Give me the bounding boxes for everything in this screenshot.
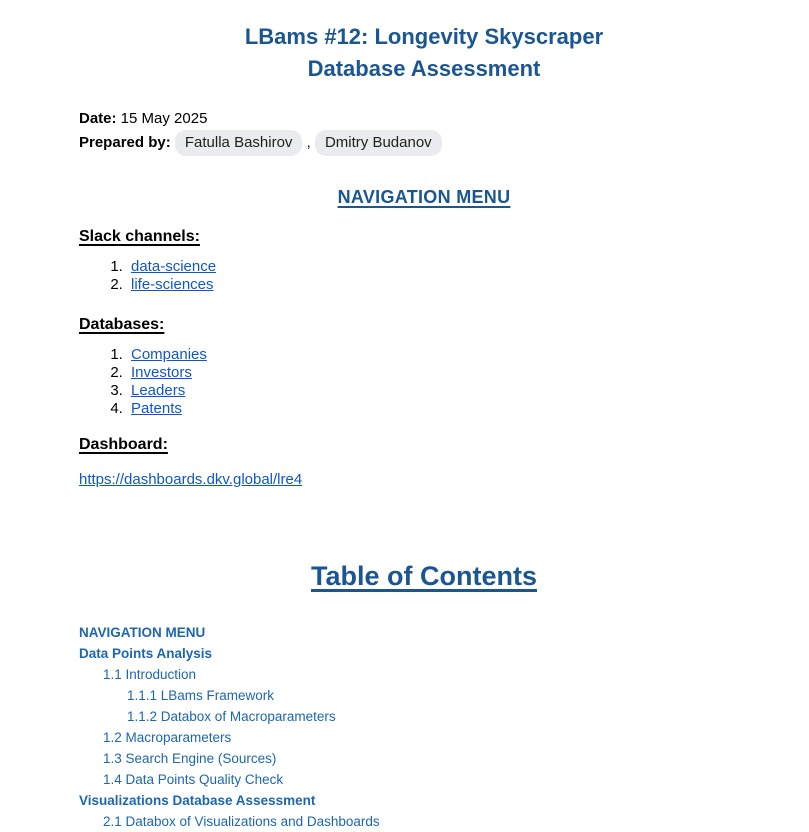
list-item <box>127 364 769 382</box>
toc-entry[interactable]: 1.1.1 LBams Framework <box>127 688 275 703</box>
slack-channels-list <box>79 258 769 294</box>
list-item <box>127 382 769 400</box>
toc-row <box>79 622 769 643</box>
toc-heading: Table of Contents <box>311 561 537 591</box>
database-link[interactable]: Companies <box>131 346 207 363</box>
list-item <box>127 400 769 418</box>
date-line <box>79 107 769 130</box>
toc-row <box>79 685 769 706</box>
database-link[interactable]: Patents <box>131 400 182 417</box>
toc-row <box>79 727 769 748</box>
document-page <box>0 21 809 832</box>
list-item <box>127 276 769 294</box>
table-of-contents <box>79 622 769 832</box>
slack-channels-heading: Slack channels: <box>79 228 200 245</box>
toc-row <box>79 790 769 811</box>
list-item <box>127 346 769 364</box>
toc-entry[interactable]: Visualizations Database Assessment <box>79 793 316 808</box>
toc-entry[interactable]: 1.1 Introduction <box>103 667 197 682</box>
toc-row <box>79 643 769 664</box>
slack-channel-link[interactable]: data-science <box>131 258 217 275</box>
toc-entry[interactable]: 1.2 Macroparameters <box>103 730 232 745</box>
navigation-menu-heading: NAVIGATION MENU <box>337 187 511 207</box>
toc-entry[interactable]: 1.1.2 Databox of Macroparameters <box>127 709 336 724</box>
document-title <box>79 21 769 85</box>
dashboard-heading: Dashboard: <box>79 436 168 453</box>
databases-list <box>79 346 769 418</box>
date-value: 15 May 2025 <box>116 110 208 127</box>
prepared-by-label: Prepared by: <box>79 134 171 151</box>
toc-entry[interactable]: Data Points Analysis <box>79 646 213 661</box>
dashboard-url-line <box>79 471 769 489</box>
toc-entry[interactable]: 1.4 Data Points Quality Check <box>103 772 284 787</box>
toc-row <box>79 769 769 790</box>
toc-row-clipped <box>79 811 769 832</box>
toc-entry[interactable]: 1.3 Search Engine (Sources) <box>103 751 277 766</box>
author-chip[interactable]: Dmitry Budanov <box>315 130 442 156</box>
dashboard-link[interactable]: https://dashboards.dkv.global/lre4 <box>79 471 303 488</box>
document-title-line1: LBams #12: Longevity Skyscraper <box>244 24 604 49</box>
database-link[interactable]: Investors <box>131 364 192 381</box>
toc-row <box>79 664 769 685</box>
database-link[interactable]: Leaders <box>131 382 186 399</box>
author-separator: , <box>306 134 311 151</box>
toc-row <box>79 706 769 727</box>
prepared-by-line <box>79 130 769 156</box>
date-label: Date: <box>79 110 117 127</box>
toc-entry[interactable]: NAVIGATION MENU <box>79 625 206 640</box>
meta-block <box>79 107 769 156</box>
author-chip[interactable]: Fatulla Bashirov <box>175 130 303 156</box>
toc-entry[interactable]: 2.1 Databox of Visualizations and Dashboards <box>103 814 380 829</box>
list-item <box>127 258 769 276</box>
databases-heading: Databases: <box>79 316 165 333</box>
document-title-line2: Database Assessment <box>307 56 541 81</box>
slack-channel-link[interactable]: life-sciences <box>131 276 214 293</box>
toc-row <box>79 748 769 769</box>
